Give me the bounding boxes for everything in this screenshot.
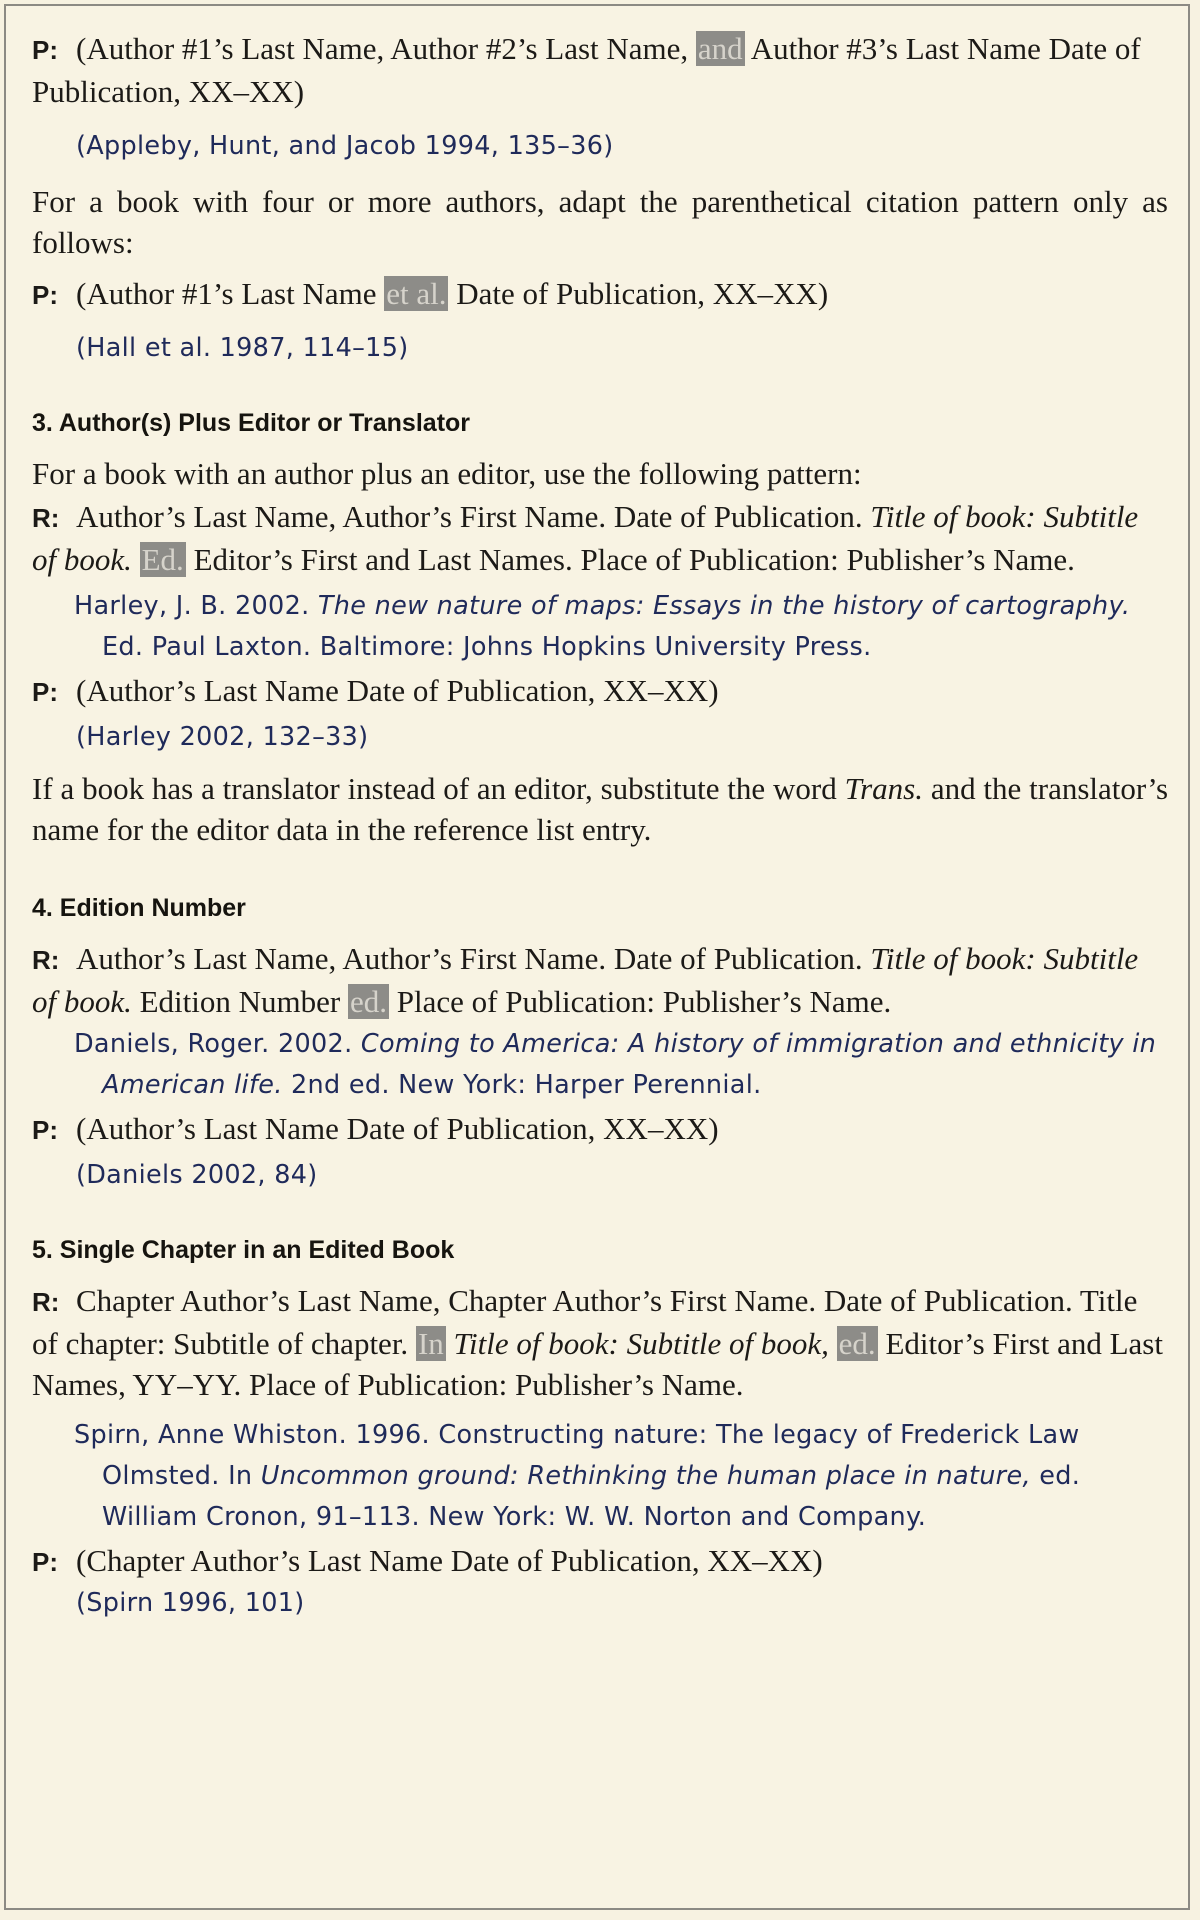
pattern-label: P: [32,677,58,707]
reference-pattern-editor: R: Author’s Last Name, Author’s First Name. Date of Publication. Title of book: Subtitle of book. Ed. Editor’s First and Last Names. Place of Publication: Publisher’s Name. [32,499,1139,577]
highlight-and: and [697,31,743,66]
section3-intro: For a book with an author plus an editor, use the following pattern: [32,456,862,491]
highlight-in: In [417,1326,444,1361]
example-harley-reference: Harley, J. B. 2002. The new nature of maps: Essays in the history of cartography. Ed. Paul Laxton. Baltimore: Johns Hopkins University Press. [74,591,1131,662]
section-heading-3: 3. Author(s) Plus Editor or Translator [32,409,471,437]
example-spirn-parenthetical: (Spirn 1996, 101) [76,1588,305,1618]
pattern-label: P: [32,280,58,310]
highlight-et-al: et al. [386,276,447,311]
highlight-ed-lower: ed. [349,984,387,1019]
four-authors-text: For a book with four or more authors, adapt the parenthetical citation pattern only as follows: [32,184,1168,260]
pattern-label: R: [32,945,60,975]
reference-pattern-edition: R: Author’s Last Name, Author’s First Name. Date of Publication. Title of book: Subtitle of book. Edition Number ed. Place of Publication: Publisher’s Name. [32,941,1139,1019]
pattern-label: R: [32,503,60,533]
section-heading-5: 5. Single Chapter in an Edited Book [32,1236,455,1264]
page-content [32,28,1168,1624]
example-appleby: (Appleby, Hunt, and Jacob 1994, 135–36) [76,131,614,161]
parenthetical-pattern-three-authors: P: (Author #1’s Last Name, Author #2’s Last Name, and Author #3’s Last Name Date of Publication, XX–XX) [32,31,1141,109]
example-harley-parenthetical: (Harley 2002, 132–33) [76,722,369,752]
pattern-label: P: [32,1547,58,1577]
translator-note: If a book has a translator instead of an editor, substitute the word Trans. and the translator’s name for the editor data in the reference list entry. [32,771,1169,847]
section-heading-4: 4. Edition Number [32,894,246,922]
example-daniels-parenthetical: (Daniels 2002, 84) [76,1160,318,1190]
highlight-ed: Ed. [141,542,184,577]
pattern-label: R: [32,1287,60,1317]
parenthetical-pattern-edition: P: (Author’s Last Name Date of Publication, XX–XX) [32,1108,1168,1151]
parenthetical-pattern-chapter: P: (Chapter Author’s Last Name Date of Publication, XX–XX) [32,1540,1168,1583]
example-hall: (Hall et al. 1987, 114–15) [76,333,409,363]
parenthetical-pattern-four-authors: P: (Author #1’s Last Name et al. Date of Publication, XX–XX) [32,273,1168,316]
citation-guide-page [4,4,1190,1910]
pattern-label: P: [32,1115,58,1145]
example-daniels-reference: Daniels, Roger. 2002. Coming to America: A history of immigration and ethnicity in American life. 2nd ed. New York: Harper Perennial. [74,1029,1157,1100]
parenthetical-pattern-editor: P: (Author’s Last Name Date of Publication, XX–XX) [32,670,1168,713]
highlight-ed-chapter: ed. [838,1326,876,1361]
example-spirn-reference: Spirn, Anne Whiston. 1996. Constructing nature: The legacy of Frederick Law Olmsted. In Uncommon ground: Rethinking the human place in nature, ed. William Cronon, 91–113. New York: W. W. Norton and Company. [74,1420,1081,1532]
pattern-label: P: [32,35,58,65]
reference-pattern-chapter: R: Chapter Author’s Last Name, Chapter Author’s First Name. Date of Publication. Title of chapter: Subtitle of chapter. In Title of book: Subtitle of book, ed. Editor’s First and Last Names, YY–YY. Place of Publication: Publisher’s Name. [32,1283,1163,1402]
